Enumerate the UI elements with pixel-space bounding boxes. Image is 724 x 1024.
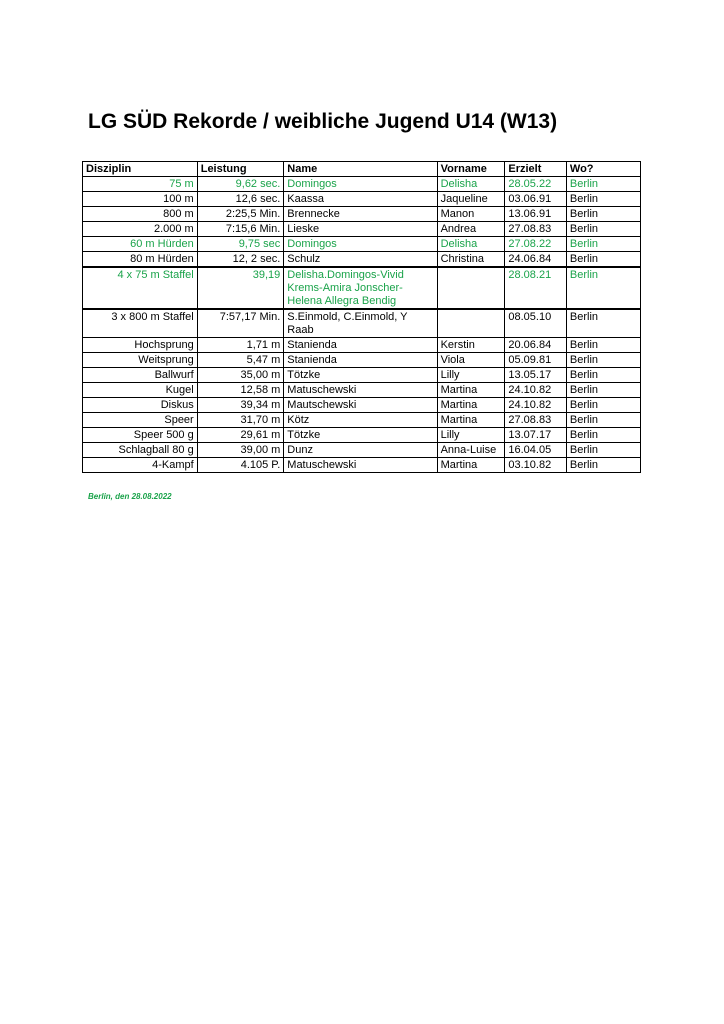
cell-disziplin: Kugel — [83, 383, 198, 398]
cell-erzielt: 03.06.91 — [505, 192, 567, 207]
cell-vorname — [437, 309, 505, 338]
cell-wo: Berlin — [566, 267, 640, 309]
table-row — [83, 207, 641, 222]
cell-disziplin: Schlagball 80 g — [83, 443, 198, 458]
cell-disziplin: 75 m — [83, 177, 198, 192]
cell-wo: Berlin — [566, 192, 640, 207]
cell-vorname: Jaqueline — [437, 192, 505, 207]
cell-vorname: Martina — [437, 413, 505, 428]
cell-name: Lieske — [284, 222, 437, 237]
cell-name: Stanienda — [284, 353, 437, 368]
cell-vorname: Martina — [437, 458, 505, 473]
cell-vorname: Manon — [437, 207, 505, 222]
cell-leistung: 12,58 m — [197, 383, 284, 398]
header-vorname: Vorname — [437, 162, 505, 177]
cell-name: Matuschewski — [284, 458, 437, 473]
cell-erzielt: 08.05.10 — [505, 309, 567, 338]
cell-disziplin: Weitsprung — [83, 353, 198, 368]
cell-name: Delisha.Domingos-Vivid Krems-Amira Jonscher-Helena Allegra Bendig — [284, 267, 437, 309]
cell-vorname: Lilly — [437, 368, 505, 383]
cell-wo: Berlin — [566, 398, 640, 413]
cell-disziplin: 800 m — [83, 207, 198, 222]
table-row — [83, 252, 641, 268]
table-row — [83, 338, 641, 353]
cell-leistung: 9,75 sec — [197, 237, 284, 252]
cell-wo: Berlin — [566, 237, 640, 252]
cell-leistung: 12, 2 sec. — [197, 252, 284, 268]
cell-name: Kötz — [284, 413, 437, 428]
cell-disziplin: 80 m Hürden — [83, 252, 198, 268]
cell-wo: Berlin — [566, 383, 640, 398]
cell-wo: Berlin — [566, 252, 640, 268]
cell-name: Tötzke — [284, 428, 437, 443]
footer-date: Berlin, den 28.08.2022 — [88, 492, 172, 501]
cell-leistung: 7:15,6 Min. — [197, 222, 284, 237]
cell-leistung: 39,19 — [197, 267, 284, 309]
cell-wo: Berlin — [566, 207, 640, 222]
cell-vorname: Anna-Luise — [437, 443, 505, 458]
cell-leistung: 39,34 m — [197, 398, 284, 413]
cell-disziplin: 2.000 m — [83, 222, 198, 237]
cell-wo: Berlin — [566, 368, 640, 383]
cell-disziplin: 60 m Hürden — [83, 237, 198, 252]
cell-name: Domingos — [284, 237, 437, 252]
cell-vorname: Martina — [437, 383, 505, 398]
cell-wo: Berlin — [566, 428, 640, 443]
table-row — [83, 222, 641, 237]
table-row — [83, 192, 641, 207]
cell-erzielt: 13.07.17 — [505, 428, 567, 443]
table-row — [83, 413, 641, 428]
table-row — [83, 353, 641, 368]
cell-erzielt: 28.05.22 — [505, 177, 567, 192]
cell-leistung: 29,61 m — [197, 428, 284, 443]
cell-disziplin: 100 m — [83, 192, 198, 207]
cell-vorname: Viola — [437, 353, 505, 368]
table-row — [83, 443, 641, 458]
header-erzielt: Erzielt — [505, 162, 567, 177]
cell-erzielt: 03.10.82 — [505, 458, 567, 473]
header-name: Name — [284, 162, 437, 177]
cell-erzielt: 13.06.91 — [505, 207, 567, 222]
cell-wo: Berlin — [566, 338, 640, 353]
table-row — [83, 398, 641, 413]
table-row — [83, 177, 641, 192]
cell-vorname: Christina — [437, 252, 505, 268]
cell-leistung: 7:57,17 Min. — [197, 309, 284, 338]
page-title: LG SÜD Rekorde / weibliche Jugend U14 (W13) — [88, 110, 558, 133]
cell-vorname: Andrea — [437, 222, 505, 237]
table-header-row — [83, 162, 641, 177]
cell-leistung: 2:25,5 Min. — [197, 207, 284, 222]
cell-disziplin: 4-Kampf — [83, 458, 198, 473]
cell-vorname: Kerstin — [437, 338, 505, 353]
cell-wo: Berlin — [566, 443, 640, 458]
header-wo: Wo? — [566, 162, 640, 177]
cell-disziplin: Speer 500 g — [83, 428, 198, 443]
cell-name: Kaassa — [284, 192, 437, 207]
cell-leistung: 31,70 m — [197, 413, 284, 428]
records-table — [82, 161, 641, 473]
cell-name: S.Einmold, C.Einmold, Y Raab — [284, 309, 437, 338]
cell-name: Domingos — [284, 177, 437, 192]
cell-erzielt: 27.08.83 — [505, 222, 567, 237]
cell-name: Dunz — [284, 443, 437, 458]
cell-leistung: 4.105 P. — [197, 458, 284, 473]
cell-name: Matuschewski — [284, 383, 437, 398]
cell-disziplin: Speer — [83, 413, 198, 428]
cell-erzielt: 16.04.05 — [505, 443, 567, 458]
cell-erzielt: 20.06.84 — [505, 338, 567, 353]
header-disziplin: Disziplin — [83, 162, 198, 177]
table-row — [83, 428, 641, 443]
cell-wo: Berlin — [566, 458, 640, 473]
cell-erzielt: 24.10.82 — [505, 383, 567, 398]
cell-name: Mautschewski — [284, 398, 437, 413]
cell-erzielt: 28.08.21 — [505, 267, 567, 309]
cell-leistung: 12,6 sec. — [197, 192, 284, 207]
cell-disziplin: Hochsprung — [83, 338, 198, 353]
cell-leistung: 1,71 m — [197, 338, 284, 353]
table-row — [83, 458, 641, 473]
cell-wo: Berlin — [566, 222, 640, 237]
cell-erzielt: 27.08.22 — [505, 237, 567, 252]
cell-wo: Berlin — [566, 177, 640, 192]
cell-name: Brennecke — [284, 207, 437, 222]
records-body — [83, 177, 641, 473]
table-row — [83, 383, 641, 398]
cell-name: Tötzke — [284, 368, 437, 383]
table-row — [83, 267, 641, 309]
cell-erzielt: 24.10.82 — [505, 398, 567, 413]
cell-leistung: 35,00 m — [197, 368, 284, 383]
cell-wo: Berlin — [566, 353, 640, 368]
cell-vorname: Lilly — [437, 428, 505, 443]
cell-disziplin: Ballwurf — [83, 368, 198, 383]
table-row — [83, 309, 641, 338]
cell-vorname: Delisha — [437, 177, 505, 192]
cell-leistung: 5,47 m — [197, 353, 284, 368]
cell-erzielt: 05.09.81 — [505, 353, 567, 368]
cell-erzielt: 13.05.17 — [505, 368, 567, 383]
cell-vorname: Martina — [437, 398, 505, 413]
header-leistung: Leistung — [197, 162, 284, 177]
cell-leistung: 9,62 sec. — [197, 177, 284, 192]
table-row — [83, 237, 641, 252]
cell-erzielt: 27.08.83 — [505, 413, 567, 428]
cell-wo: Berlin — [566, 309, 640, 338]
cell-disziplin: 3 x 800 m Staffel — [83, 309, 198, 338]
cell-vorname — [437, 267, 505, 309]
table-row — [83, 368, 641, 383]
cell-name: Stanienda — [284, 338, 437, 353]
cell-disziplin: 4 x 75 m Staffel — [83, 267, 198, 309]
cell-leistung: 39,00 m — [197, 443, 284, 458]
cell-disziplin: Diskus — [83, 398, 198, 413]
cell-erzielt: 24.06.84 — [505, 252, 567, 268]
cell-name: Schulz — [284, 252, 437, 268]
cell-vorname: Delisha — [437, 237, 505, 252]
cell-wo: Berlin — [566, 413, 640, 428]
